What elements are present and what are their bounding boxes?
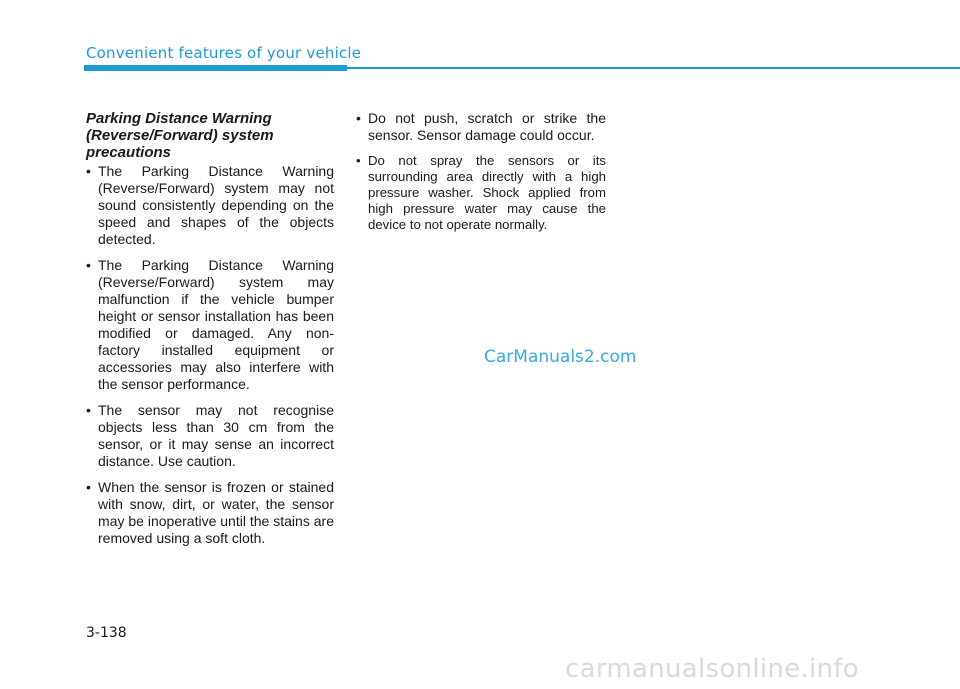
watermark-footer: carmanualsonline.info xyxy=(565,654,860,684)
list-item-text: The Parking Distance Warning (Reverse/Forward) system may malfunction if the vehicle bumper height or sensor installation has been modified or damaged. Any non-factory installed equipment or accessories may also interfere with the sensor performance. xyxy=(98,257,334,392)
list-item: • The sensor may not recognise objects less than 30 cm from the sensor, or it may sense an incorrect distance. Use caution. xyxy=(86,402,334,469)
watermark-link[interactable]: CarManuals2.com xyxy=(484,347,637,367)
list-item: • Do not push, scratch or strike the sensor. Sensor damage could occur. xyxy=(356,110,606,143)
header-rule-thick xyxy=(84,65,347,71)
list-item-text: When the sensor is frozen or stained with snow, dirt, or water, the sensor may be inoperative until the stains are removed using a soft cloth. xyxy=(98,479,334,546)
list-item: • When the sensor is frozen or stained with snow, dirt, or water, the sensor may be inoperative until the stains are removed using a soft cloth. xyxy=(86,479,334,546)
right-column xyxy=(356,110,606,242)
list-item-text: Do not spray the sensors or its surrounding area directly with a high pressure washer. Shock applied from high pressure water may cause the device to not operate normally. xyxy=(368,153,606,232)
right-bullet-list xyxy=(356,110,606,233)
left-column xyxy=(86,110,334,556)
list-item: • The Parking Distance Warning (Reverse/Forward) system may not sound consistently depending on the speed and shapes of the objects detected. xyxy=(86,163,334,247)
left-bullet-list xyxy=(86,163,334,547)
list-item: • Do not spray the sensors or its surrounding area directly with a high pressure washer. Shock applied from high pressure water may cause the device to not operate normally. xyxy=(356,153,606,232)
list-item-text: Do not push, scratch or strike the sensor. Sensor damage could occur. xyxy=(368,110,606,143)
header-rule-thin xyxy=(347,67,960,69)
list-item-text: The sensor may not recognise objects less than 30 cm from the sensor, or it may sense an incorrect distance. Use caution. xyxy=(98,402,334,469)
header-title: Convenient features of your vehicle xyxy=(86,44,362,62)
list-item: • The Parking Distance Warning (Reverse/Forward) system may malfunction if the vehicle bumper height or sensor installation has been modified or damaged. Any non-factory installed equipment or accessories may also interfere with the sensor performance. xyxy=(86,257,334,392)
list-item-text: The Parking Distance Warning (Reverse/Forward) system may not sound consistently depending on the speed and shapes of the objects detected. xyxy=(98,163,334,247)
section-heading: Parking Distance Warning (Reverse/Forward) system precautions xyxy=(86,110,274,161)
page-number: 3-138 xyxy=(86,625,127,641)
